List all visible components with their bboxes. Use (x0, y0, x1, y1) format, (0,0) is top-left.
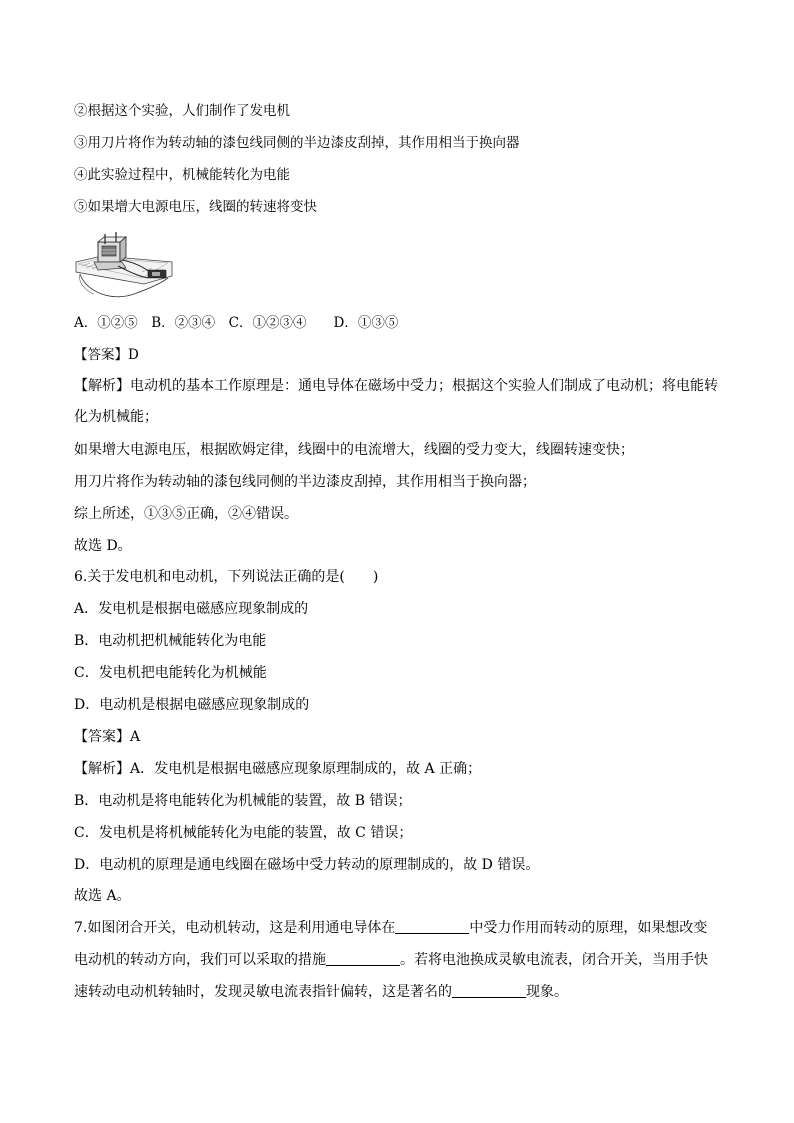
q7-line-2-text-a: 电动机的转动方向，我们可以采取的措施 (74, 952, 326, 968)
motor-experiment-figure (72, 232, 176, 304)
q6-analysis-line-5: 故选 A。 (74, 888, 131, 904)
q6-option-a: A．发电机是根据电磁感应现象制成的 (74, 601, 309, 617)
statement-5: ⑤如果增大电源电压，线圈的转速将变快 (74, 199, 317, 215)
prev-analysis-line-1: 【解析】电动机的基本工作原理是：通电导体在磁场中受力；根据这个实验人们制成了电动机；将电能转 (74, 378, 718, 394)
q7-line-1-text-a: 7.如图闭合开关，电动机转动，这是利用通电导体在 (74, 920, 396, 936)
q6-option-b: B．电动机把机械能转化为电能 (74, 633, 267, 649)
q6-analysis-line-1: 【解析】A．发电机是根据电磁感应现象原理制成的，故 A 正确； (74, 761, 482, 777)
q7-line-1-text-b: 中受力作用而转动的原理，如果想改变 (469, 920, 708, 936)
q6-option-d: D．电动机是根据电磁感应现象制成的 (74, 697, 310, 713)
prev-analysis-line-6: 故选 D。 (74, 538, 132, 554)
prev-options: A．①②⑤ B．②③④ C．①②③④ D．①③⑤ (74, 315, 399, 331)
statement-2: ②根据这个实验，人们制作了发电机 (74, 103, 290, 119)
prev-analysis-line-4: 用刀片将作为转动轴的漆包线同侧的半边漆皮刮掉，其作用相当于换向器； (74, 474, 536, 490)
q7-line-1 (74, 918, 707, 938)
q7-line-3-text-b: 现象。 (526, 984, 568, 1000)
prev-analysis-line-5: 综上所述，①③⑤正确，②④错误。 (74, 506, 298, 522)
q7-line-2-text-b: 。若将电池换成灵敏电流表，闭合开关，当用手快 (400, 952, 708, 968)
q7-blank-2[interactable] (326, 951, 400, 966)
q7-blank-3[interactable] (452, 983, 526, 998)
prev-answer: 【答案】D (74, 347, 139, 363)
statement-3: ③用刀片将作为转动轴的漆包线同侧的半边漆皮刮掉，其作用相当于换向器 (74, 135, 520, 151)
prev-analysis-line-2: 化为机械能； (74, 409, 158, 425)
q7-line-3-text-a: 速转动电动机转轴时，发现灵敏电流表指针偏转，这是著名的 (74, 984, 452, 1000)
q6-option-c: C．发电机把电能转化为机械能 (74, 665, 267, 681)
q6-analysis-line-4: D．电动机的原理是通电线圈在磁场中受力转动的原理制成的，故 D 错误。 (74, 857, 540, 873)
q7-line-3 (74, 982, 568, 1002)
statement-4: ④此实验过程中，机械能转化为电能 (74, 167, 290, 183)
q6-answer: 【答案】A (74, 729, 141, 745)
prev-analysis-line-3: 如果增大电源电压，根据欧姆定律，线圈中的电流增大，线圈的受力变大，线圈转速变快； (74, 442, 634, 458)
q6-analysis-line-2: B．电动机是将电能转化为机械能的装置，故 B 错误； (74, 793, 412, 809)
q6-stem: 6.关于发电机和电动机，下列说法正确的是( ) (74, 569, 379, 585)
q6-analysis-line-3: C．发电机是将机械能转化为电能的装置，故 C 错误； (74, 825, 413, 841)
q7-line-2 (74, 950, 708, 970)
q7-blank-1[interactable] (395, 919, 469, 934)
